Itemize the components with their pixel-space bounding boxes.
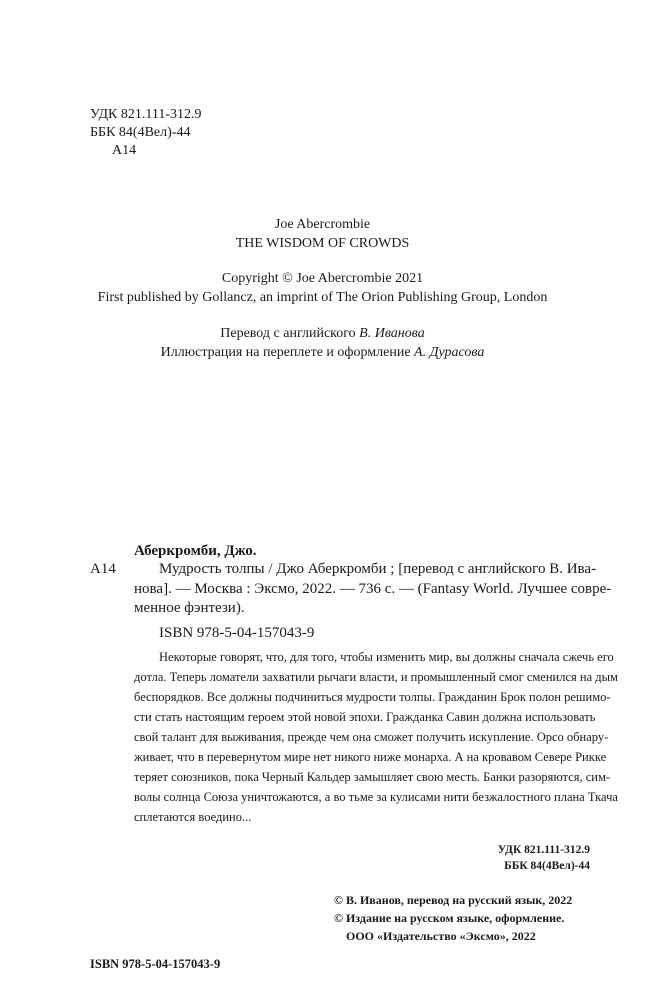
- footer-isbn: ISBN 978-5-04-157043-9: [90, 957, 221, 971]
- udk-code: УДК 821.111-312.9: [90, 107, 202, 122]
- annotation-line: дотла. Теперь ломатели захватили рычаги власти, и промышленный смог сменился на дым: [134, 670, 618, 684]
- original-author: Joe Abercrombie: [274, 217, 371, 232]
- original-title: THE WISDOM OF CROWDS: [235, 236, 410, 251]
- annotation-line: сплетаются воедино...: [134, 810, 252, 824]
- annotation-line: теряет союзников, пока Черный Кальдер замышляет свою месть. Банки разоряются, сим-: [134, 770, 611, 784]
- annotation-line: Некоторые говорят, что, для того, чтобы изменить мир, вы должны сначала сжечь его: [159, 650, 614, 664]
- catalog-line-1: Мудрость толпы / Джо Аберкромби ; [перевод с английского В. Ива-: [159, 561, 597, 577]
- annotation-line: сти стать настоящим героем этой новой эпохи. Гражданка Савин должна использовать: [134, 710, 596, 724]
- catalog-isbn: ISBN 978-5-04-157043-9: [159, 625, 315, 641]
- copyright-line: Copyright © Joe Abercrombie 2021: [221, 271, 424, 286]
- catalog-line-3: менное фэнтези).: [134, 600, 245, 616]
- bbk-code: ББК 84(4Вел)-44: [90, 125, 191, 140]
- catalog-line-2: нова]. — Москва : Эксмо, 2022. — 736 с. — (Fantasy World. Лучшее совре-: [134, 581, 612, 597]
- annotation-line: свой талант для выживания, прежде чем она сможет получить искупление. Орсо обнару-: [134, 730, 609, 744]
- translation-credit: [0, 325, 645, 342]
- translation-label: Перевод с английского: [220, 326, 356, 341]
- annotation-bbk: ББК 84(4Вел)-44: [504, 860, 590, 872]
- rights-edition: © Издание на русском языке, оформление.: [334, 911, 565, 925]
- annotation: [134, 647, 618, 827]
- illustrator-name: А. Дурасова: [414, 345, 485, 360]
- rights-translation: © В. Иванов, перевод на русский язык, 2022: [334, 893, 573, 907]
- illustration-credit: [0, 344, 645, 361]
- illustration-label: Иллюстрация на переплете и оформление: [160, 345, 411, 360]
- annotation-line: живает, что в перевернутом мире нет никого ниже монарха. А на кровавом Севере Рикке: [134, 750, 607, 764]
- author-sign: А14: [112, 143, 137, 158]
- catalog-heading: Аберкромби, Джо.: [134, 543, 257, 559]
- catalog-sign: А14: [90, 561, 116, 577]
- annotation-udk: УДК 821.111-312.9: [497, 844, 590, 856]
- published-line: First published by Gollancz, an imprint of The Orion Publishing Group, London: [97, 290, 548, 305]
- translator-name: В. Иванова: [359, 326, 425, 341]
- rights-publisher: ООО «Издательство «Эксмо», 2022: [346, 929, 536, 943]
- annotation-line: беспорядков. Все должны подчиниться мудрости толпы. Гражданин Брок полон решимо-: [134, 690, 611, 704]
- annotation-line: волы солнца Союза уничтожаются, а во тьме за кулисами нити безжалостного плана Ткача: [134, 790, 618, 804]
